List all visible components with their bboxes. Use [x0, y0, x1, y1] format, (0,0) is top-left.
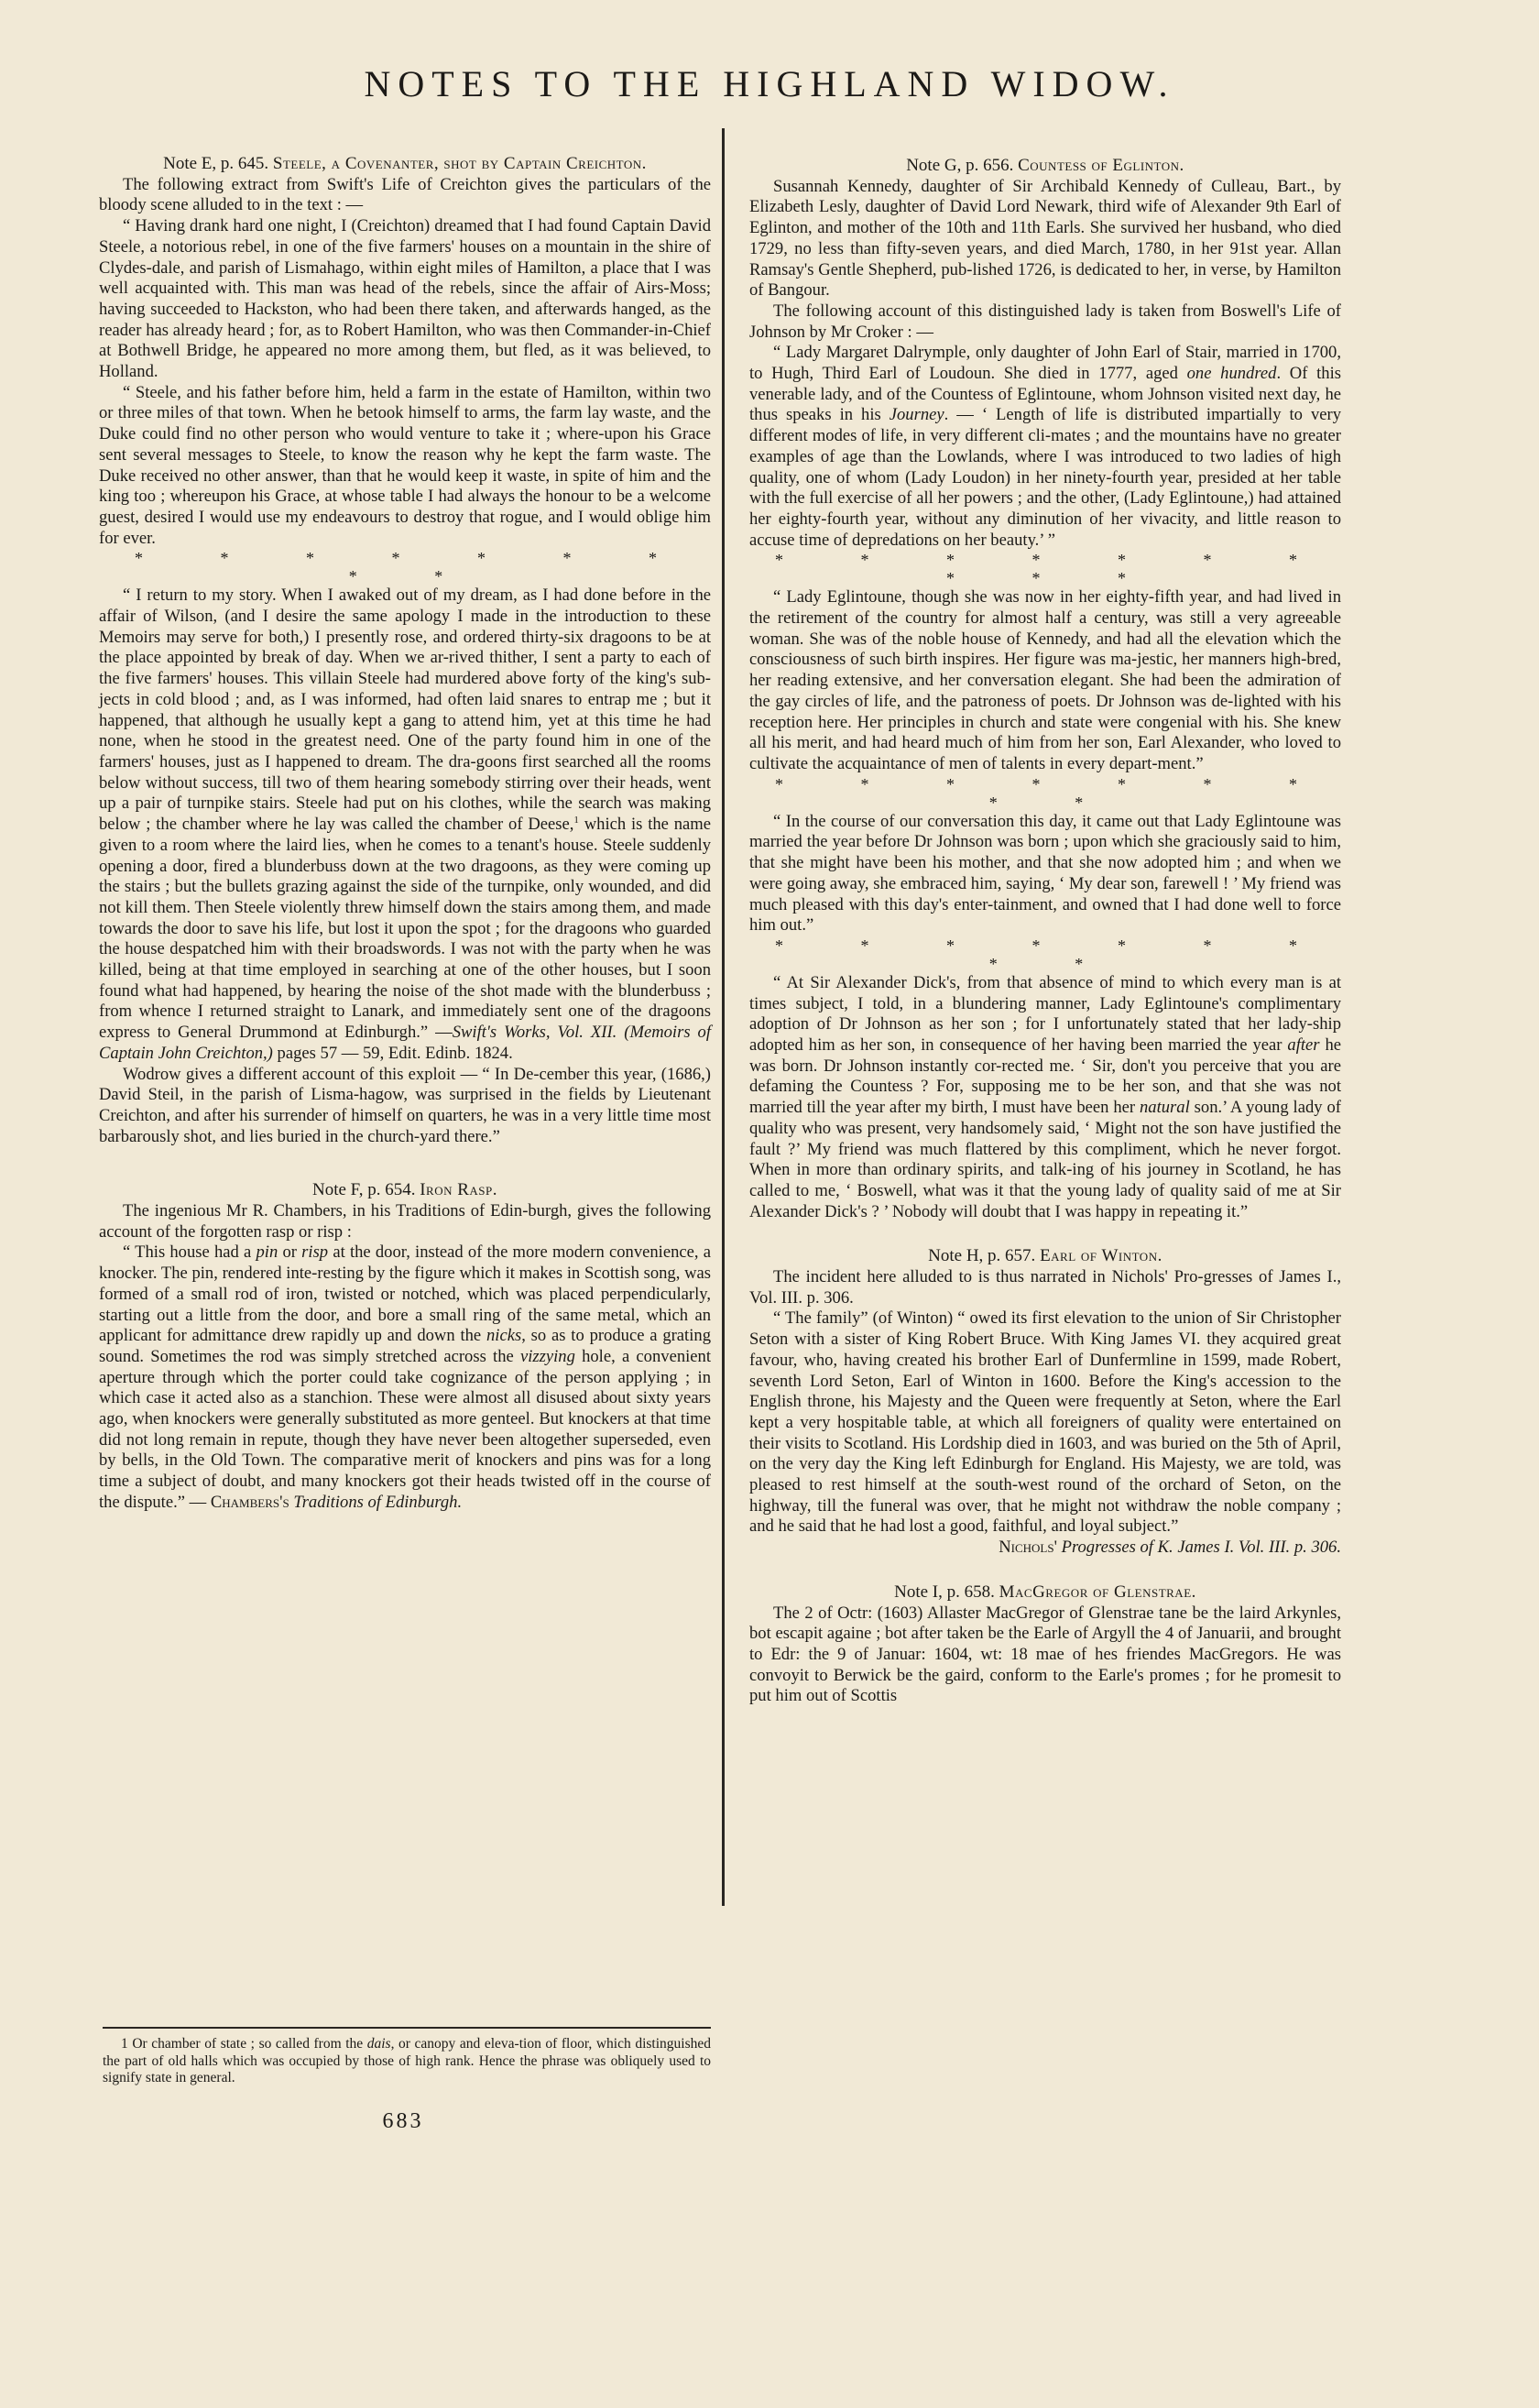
note-g-after: after: [1287, 1035, 1320, 1056]
note-g-p3-b: . Of this venerable lady, and of the Countess of Eglintoune, whom Johnson visited next day, he thus speaks in his: [749, 364, 1341, 425]
footnote: [103, 2036, 711, 2087]
note-e-para-4: [99, 586, 711, 1064]
footnote-dais: dais: [366, 2036, 391, 2052]
note-e-para-2: “ Having drank hard one night, I (Creichton) dreamed that I had found Captain David Steele, a notorious rebel, in one of the five farmers' houses on a mountain in the shire of Clydes-dale, and parish of Lismahago, within eight miles of Hamilton, a place that I was well acquainted with. This man was head of the rebels, since the affair of Airs-Moss; having succeeded to Hackston, who had been there taken, and afterwards hanged, as the reader has already heard ; for, as to Robert Hamilton, who was then Commander-in-Chief at Bothwell Bridge, he appeared no more among them, but fled, as it was believed, to Holland.: [99, 216, 711, 382]
note-f-signature: Chambers's: [210, 1492, 289, 1512]
note-g-para-4: “ Lady Eglintoune, though she was now in her eighty-fifth year, and had lived in the retirement of the country for almost half a century, was still a very agreeable woman. She was of the noble house of Kennedy, and had all the elevation which the consciousness of such birth inspires. Her figure was ma-jestic, her manners high-bred, her reading extensive, and her conversation elegant. She had been the admiration of the gay circles of life, and the patroness of poets. Dr Johnson was de-lighted with his reception here. Her principles in church and state were congenial with his. She knew all his merit, and had heard much of him from her son, Earl Alexander, who loved to cultivate the acquaintance of men of talents in every depart-ment.”: [749, 587, 1341, 773]
footnote-rule: [103, 2027, 711, 2029]
note-h-para-1: The incident here alluded to is thus narrated in Nichols' Pro-gresses of James I., Vol. III. p. 306.: [749, 1267, 1341, 1308]
note-e-para-3: “ Steele, and his father before him, held a farm in the estate of Hamilton, within two or three miles of that town. When he betook himself to arms, the farm lay waste, and the Duke could find no other person who would venture to take it ; where-upon his Grace sent several messages to Steele, to know the reason why he kept the farm waste. The Duke received no other answer, than that he would keep it waste, in spite of him and the king too ; whereupon his Grace, at whose table I had always the honour to be a welcome guest, desired I would use my endeavours to destroy that rogue, and I would oblige him for ever.: [99, 382, 711, 548]
note-e-para-5: Wodrow gives a different account of this exploit — “ In De-cember this year, (1686,) David Steil, in the parish of Lisma-hagow, was surprised in the fields by Lieutenant Creichton, and after his surrender of himself on quarters, he was in a very little time most barbarously shot, and lies buried in the church-yard there.”: [99, 1064, 711, 1146]
note-f-heading: [99, 1180, 711, 1201]
note-f-pin: pin: [256, 1242, 278, 1263]
asterism: * * * * * * * * *: [775, 936, 1334, 973]
note-h-heading: [749, 1246, 1341, 1267]
note-e-para-4-text-c: pages 57 — 59, Edit. Edinb. 1824.: [272, 1043, 513, 1063]
note-f-para-1: The ingenious Mr R. Chambers, in his Traditions of Edin-burgh, gives the following account of the forgotten rasp or risp :: [99, 1201, 711, 1242]
note-f-text-c: , so as to produce a grating sound. Sometimes the rod was simply stretched across the: [99, 1326, 711, 1366]
spacer: [749, 1559, 1341, 1582]
note-e-citation: Swift's Works, Vol. XII. (Memoirs of Captain John Creichton,): [99, 1023, 711, 1063]
note-e-title: Steele, a Covenanter, shot by Captain Creichton.: [272, 154, 647, 173]
note-g-heading: [749, 156, 1341, 177]
note-g-title: Countess of Eglinton.: [1018, 156, 1184, 175]
footnote-text-a: 1 Or chamber of state ; so called from the: [121, 2036, 367, 2052]
note-g-ref: Note G, p. 656.: [906, 156, 1014, 175]
spacer: [749, 1222, 1341, 1246]
spacer: [99, 1147, 711, 1180]
note-h-sig-title: Progresses of K. James I. Vol. III. p. 306.: [1061, 1538, 1341, 1558]
note-g-p3-c: . — ‘ Length of life is distributed impartially to very different modes of life, in very different cli-mates ; and the mountains have no greater examples of age than the Lowlands, where I was introduced to two ladies of high quality, one of whom (Lady Loudon) in her ninety-fourth year, presided at her table with the full exercise of all her powers ; and the other, (Lady Eglintoune,) had attained her eighty-fourth year, without any diminution of her vivacity, and little reason to accuse time of depredations on her beauty.’ ”: [749, 405, 1341, 550]
note-g-p6-a: “ At Sir Alexander Dick's, from that absence of mind to which every man is at times subject, I told, in a blundering manner, Lady Eglintoune's complimentary adoption of Dr Johnson as her son ; for I unfortunately stated that her lady-ship adopted him as her son, in consequence of her having been married the year: [749, 972, 1341, 1056]
asterism: * * * * * * * * *: [775, 774, 1334, 812]
note-f-para-2: [99, 1242, 711, 1513]
note-g-para-6: [749, 973, 1341, 1222]
note-g-para-2: The following account of this distinguished lady is taken from Boswell's Life of Johnson by Mr Croker : —: [749, 301, 1341, 342]
note-g-para-5: “ In the course of our conversation this day, it came out that Lady Eglintoune was married the year before Dr Johnson was born ; upon which she graciously said to him, that she might have been his mother, and that she now adopted him ; and when we were going away, she embraced him, saying, ‘ My dear son, farewell ! ’ My friend was much pleased with this day's enter-tainment, and owned that I had done well to force him out.”: [749, 811, 1341, 936]
note-i-heading: [749, 1582, 1341, 1604]
note-f-nicks: nicks: [486, 1326, 522, 1346]
note-g-p3-a: “ Lady Margaret Dalrymple, only daughter of John Earl of Stair, married in 1700, to Hugh, Third Earl of Loudoun. She died in 1777, aged: [749, 343, 1341, 384]
left-column: [99, 154, 711, 1514]
note-h-para-2: “ The family” (of Winton) “ owed its first elevation to the union of Sir Christopher Seton with a sister of King Robert Bruce. With King James VI. they acquired great favour, who, having created his brother Earl of Dunfermline in 1599, made Robert, seventh Lord Seton, Earl of Winton in 1600. Before the King's accession to the English throne, his Majesty and the Queen were frequently at Seton, where the Earl kept a very hospitable table, at which all foreigners of quality were entertained on their visits to Scotland. His Lordship died in 1603, and was buried on the 5th of April, on the very day the King left Edinburgh for England. His Majesty, we are told, was pleased to rest himself at the south-west round of the orchard of Seton, on the highway, till the funeral was over, that he might not withdraw the noble company ; and he said that he had lost a good, faithful, and loyal subject.”: [749, 1308, 1341, 1537]
note-f-text-b: at the door, instead of the more modern convenience, a knocker. The pin, rendered inte-resting by the figure which it makes in Scottish song, was formed of a small rod of iron, twisted or notched, which was placed perpendicularly, starting out a little from the door, and bore a small ring of the same metal, which an applicant for admittance drew rapidly up and down the: [99, 1242, 711, 1346]
note-g-natural: natural: [1140, 1098, 1190, 1118]
note-e-heading: [99, 154, 711, 175]
right-column: [749, 156, 1341, 1707]
note-g-p6-c: son.’ A young lady of quality who was present, very handsomely said, ‘ Might not the son have justified the fault ?’ My friend was much flattered by this compliment, which he never forgot. When in more than ordinary spirits, and talk-ing of his journey in Scotland, he has called to me, ‘ Boswell, what was it that the young lady of quality said of me at Sir Alexander Dick's ? ’ Nobody will doubt that I was happy in repeating it.”: [749, 1098, 1341, 1221]
note-h-signature: [749, 1538, 1341, 1559]
note-i-title: MacGregor of Glenstrae.: [999, 1582, 1196, 1602]
note-i-ref: Note I, p. 658.: [894, 1582, 995, 1602]
footnote-marker: 1: [573, 814, 579, 826]
asterism: * * * * * * * * * *: [775, 551, 1334, 588]
note-g-hundred: one hundred: [1186, 364, 1277, 384]
note-f-ref: Note F, p. 654.: [311, 1180, 416, 1200]
page-title: NOTES TO THE HIGHLAND WIDOW.: [364, 63, 1175, 104]
footnote-text-b: , or canopy and eleva-tion of floor, which distinguished the part of old halls which was occupied by those of high rank. Hence the phrase was obliquely used to signify state in general.: [103, 2036, 711, 2085]
note-f-title: Iron Rasp.: [420, 1180, 498, 1200]
note-f-book-title: Traditions of Edinburgh.: [293, 1492, 463, 1512]
note-e-para-1: The following extract from Swift's Life of Creichton gives the particulars of the bloody scene alluded to in the text : —: [99, 174, 711, 215]
note-f-text-a: “ This house had a: [123, 1242, 256, 1263]
note-e-para-4-text-a: “ I return to my story. When I awaked out of my dream, as I had done before in the affair of Wilson, (and I desire the same apology I made in the introduction to these Memoirs may serve for both,) I presently rose, and ordered thirty-six dragoons to be at the place appointed by break of day. When we ar-rived thither, I sent a party to each of the five farmers' houses. This villain Steele had murdered above forty of the king's sub-jects in cold blood ; and, as I was informed, had often laid snares to entrap me ; but it happened, that although he usually kept a gang to attend him, yet at this time he had none, when he stood in the greatest need. One of the party found him in one of the farmers' houses, just as I happened to dream. The dra-goons first searched all the rooms below without success, till two of them hearing somebody stirring over their heads, went up a pair of turnpike stairs. Steele had put on his clothes, while the search was making below ; the chamber where he lay was called the chamber of Deese,: [99, 586, 711, 835]
note-f-risp: risp: [301, 1242, 329, 1263]
note-h-ref: Note H, p. 657.: [928, 1246, 1036, 1266]
note-f-vizzying: vizzying: [519, 1346, 575, 1366]
note-g-journey: Journey: [889, 405, 944, 425]
note-f-text-d: hole, a convenient aperture through which the porter could take cognizance of the person applying ; in which case it acted also as a stanchion. These were almost all disused about sixty years ago, when knockers were generally substituted as more genteel. But knockers at that time did not long remain in repute, though they have never been altogether superseded, even by bells, in the Old Town. The comparative merit of knockers and pins was for a long time a subject of doubt, and many knockers got their heads twisted off in the course of the dispute.” —: [99, 1346, 712, 1512]
asterism: * * * * * * * * *: [135, 549, 693, 586]
note-h-title: Earl of Winton.: [1040, 1246, 1162, 1266]
column-divider: [722, 128, 725, 1906]
note-i-para-1: The 2 of Octr: (1603) Allaster MacGregor of Glenstrae tane be the laird Arkynles, bot escapit againe ; bot after taken be the Earle of Argyll the 4 of Januarii, and brought to Edr: the 9 of Januar: 1604, wt: 18 mae of hes friendes MacGregors. He was convoyit to Berwick be the gaird, conform to the Earle's promes ; for he promesit to put him out of Scottis: [749, 1603, 1341, 1706]
note-g-p6-b: he was born. Dr Johnson instantly cor-rected me. ‘ Sir, don't you perceive that you are defaming the Countess ? For, supposing me to be her son, and that she was not married till the year after my birth, I must have been her: [749, 1035, 1341, 1118]
note-g-para-1: Susannah Kennedy, daughter of Sir Archibald Kennedy of Culleau, Bart., by Elizabeth Lesly, daughter of David Lord Newark, third wife of Alexander 9th Earl of Eglinton, and mother of the 10th and 11th Earls. She survived her husband, who died 1729, no less than fifty-seven years, and died March, 1780, in her 91st year. Allan Ramsay's Gentle Shepherd, pub-lished 1726, is dedicated to her, in verse, by Hamilton of Bangour.: [749, 176, 1341, 301]
note-e-ref: Note E, p. 645.: [163, 154, 269, 173]
page-number: 683: [382, 2109, 424, 2133]
note-h-sig-name: Nichols': [999, 1538, 1057, 1558]
note-g-para-3: [749, 343, 1341, 551]
note-f-or: or: [278, 1242, 302, 1263]
note-e-para-4-text-b: which is the name given to a room where the laird lies, when he comes to a tenant's house. Steele suddenly opening a door, fired a blunderbuss down at the two dragoons, as they were coming up the stairs ; but the bullets grazing against the side of the turnpike, only wounded, and did not kill them. Then Steele violently threw himself down the stairs among them, and made towards the door to save his life, but lost it upon the spot ; for the dragoons who guarded the house despatched him with their broadswords. I was not with the party when he was killed, being at that time employed in searching at one of the other houses, but I soon found what had happened, by hearing the noise of the shot made with the blunderbuss ; from whence I returned straight to Lanark, and immediately sent one of the dragoons express to General Drummond at Edinburgh.” —: [99, 815, 711, 1043]
